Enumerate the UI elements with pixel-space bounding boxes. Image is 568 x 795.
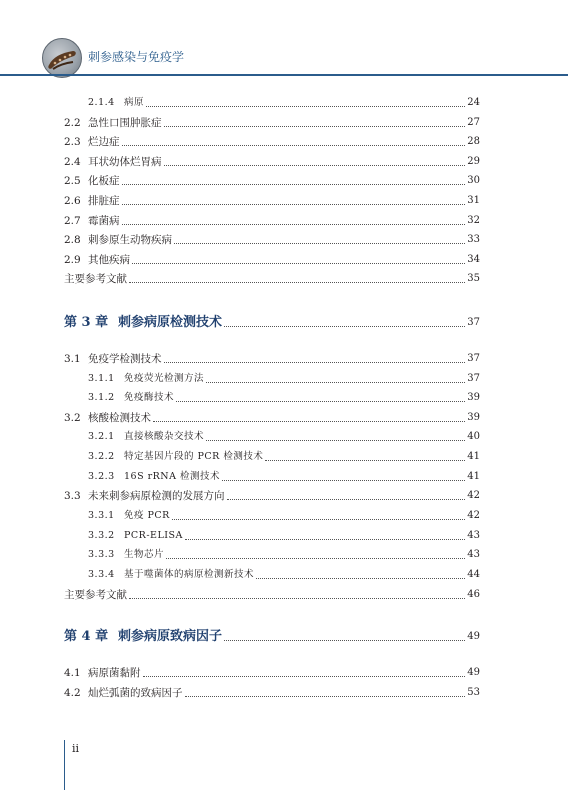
toc-subsection-row[interactable] — [88, 428, 480, 444]
toc-page-number: 44 — [467, 569, 480, 580]
toc-page-number: 43 — [467, 549, 480, 560]
toc-page-number: 32 — [467, 215, 480, 226]
toc-title: 16S rRNA 检测技术 — [124, 471, 221, 482]
toc-leader-dots — [222, 479, 465, 481]
toc-section-row[interactable] — [64, 251, 480, 267]
toc-number: 第 4 章 — [64, 629, 109, 644]
toc-page-number: 41 — [467, 471, 480, 482]
toc-leader-dots — [143, 675, 466, 677]
page-number: ii — [72, 742, 80, 755]
toc-page-number: 37 — [467, 317, 480, 328]
toc-title: 其他疾病 — [88, 254, 130, 266]
toc-section-row[interactable] — [64, 684, 480, 700]
toc-page-number: 53 — [467, 687, 480, 698]
toc-page-number: 28 — [467, 136, 480, 147]
toc-leader-dots — [146, 105, 465, 107]
toc-title: 未来刺参病原检测的发展方向 — [88, 490, 225, 502]
toc-leader-dots — [122, 183, 466, 185]
toc-leader-dots — [174, 242, 465, 244]
toc-number: 3.1.2 — [88, 392, 115, 403]
toc-section-row[interactable] — [64, 664, 480, 680]
toc-section-row[interactable] — [64, 172, 480, 188]
toc-number: 4.1 — [64, 667, 81, 679]
toc-section-row[interactable] — [64, 192, 480, 208]
toc-leader-dots — [224, 325, 465, 327]
toc-number: 3.2.1 — [88, 431, 115, 442]
sea-cucumber-logo-icon — [42, 38, 82, 78]
toc-leader-dots — [122, 203, 466, 205]
toc-title: 主要参考文献 — [64, 589, 127, 601]
toc-leader-dots — [129, 597, 465, 599]
toc-number: 2.2 — [64, 117, 81, 129]
toc-number: 2.9 — [64, 254, 81, 266]
toc-leader-dots — [265, 459, 465, 461]
toc-title: 霉菌病 — [88, 215, 120, 227]
toc-section-row[interactable] — [64, 409, 480, 425]
toc-title: 直接核酸杂交技术 — [124, 431, 205, 442]
toc-page-number: 46 — [467, 589, 480, 600]
toc-leader-dots — [185, 538, 465, 540]
toc-leader-dots — [227, 498, 466, 500]
toc-title: 急性口围肿胀症 — [88, 117, 162, 129]
toc-subsection-row[interactable] — [88, 566, 480, 582]
toc-leader-dots — [164, 125, 466, 127]
toc-number: 3.1 — [64, 353, 81, 365]
header-divider — [0, 74, 568, 76]
toc-page-number: 49 — [467, 667, 480, 678]
toc-subsection-row[interactable] — [88, 370, 480, 386]
toc-title: 耳状幼体烂胃病 — [88, 156, 162, 168]
toc-number: 2.8 — [64, 234, 81, 246]
toc-section-row[interactable] — [64, 212, 480, 228]
toc-title: 免疫 PCR — [124, 510, 170, 521]
toc-number: 2.6 — [64, 195, 81, 207]
toc-leader-dots — [185, 695, 466, 697]
toc-page-number: 31 — [467, 195, 480, 206]
toc-page-number: 42 — [467, 510, 480, 521]
toc-chapter-row[interactable] — [64, 312, 480, 330]
toc-title: 核酸检测技术 — [88, 412, 151, 424]
toc-title: 免疫酶技术 — [124, 392, 175, 403]
toc-leader-dots — [256, 577, 465, 579]
toc-title: PCR-ELISA — [124, 530, 183, 541]
toc-title: 病原 — [124, 97, 145, 108]
toc-title: 基于噬菌体的病原检测新技术 — [124, 569, 255, 580]
toc-number: 3.3.1 — [88, 510, 115, 521]
toc-page-number: 30 — [467, 175, 480, 186]
toc-subsection-row[interactable] — [88, 507, 480, 523]
toc-subsection-row[interactable] — [88, 546, 480, 562]
page-header — [0, 0, 568, 80]
toc-number: 2.5 — [64, 175, 81, 187]
toc-number: 3.3 — [64, 490, 81, 502]
toc-page-number: 24 — [467, 97, 480, 108]
toc-title: 化板症 — [88, 175, 120, 187]
toc-number: 3.2.2 — [88, 451, 115, 462]
toc-number: 3.1.1 — [88, 373, 115, 384]
toc-leader-dots — [129, 281, 465, 283]
toc-number: 3.3.4 — [88, 569, 115, 580]
toc-page-number: 37 — [467, 373, 480, 384]
toc-leader-dots — [172, 518, 465, 520]
toc-leader-dots — [206, 439, 465, 441]
toc-section-row[interactable] — [64, 231, 480, 247]
footer-divider — [64, 740, 65, 790]
toc-leader-dots — [166, 557, 465, 559]
toc-number: 2.7 — [64, 215, 81, 227]
toc-page-number: 39 — [467, 412, 480, 423]
toc-number: 第 3 章 — [64, 315, 109, 330]
toc-subsection-row[interactable] — [88, 94, 480, 110]
toc-leader-dots — [164, 361, 466, 363]
book-title: 刺参感染与免疫学 — [88, 50, 185, 64]
toc-leader-dots — [206, 381, 465, 383]
toc-title: 排脏症 — [88, 195, 120, 207]
toc-number: 2.4 — [64, 156, 81, 168]
toc-leader-dots — [153, 420, 465, 422]
toc-title: 刺参病原致病因子 — [118, 629, 223, 644]
toc-page-number: 40 — [467, 431, 480, 442]
toc-title: 刺参原生动物疾病 — [88, 234, 172, 246]
toc-page-number: 35 — [467, 273, 480, 284]
toc-page-number: 34 — [467, 254, 480, 265]
toc-title: 特定基因片段的 PCR 检测技术 — [124, 451, 264, 462]
toc-page-number: 29 — [467, 156, 480, 167]
toc-page-number: 42 — [467, 490, 480, 501]
toc-title: 烂边症 — [88, 136, 120, 148]
toc-page-number: 27 — [467, 117, 480, 128]
toc-page-number: 43 — [467, 530, 480, 541]
toc-title: 免疫荧光检测方法 — [124, 373, 205, 384]
toc-reference-row[interactable] — [64, 270, 480, 286]
toc-number: 3.3.3 — [88, 549, 115, 560]
toc-leader-dots — [176, 400, 465, 402]
toc-number: 3.2.3 — [88, 471, 115, 482]
toc-number: 3.2 — [64, 412, 81, 424]
toc-subsection-row[interactable] — [88, 448, 480, 464]
toc-section-row[interactable] — [64, 114, 480, 130]
toc-page-number: 41 — [467, 451, 480, 462]
toc-number: 3.3.2 — [88, 530, 115, 541]
toc-title: 刺参病原检测技术 — [118, 315, 223, 330]
toc-page-number: 39 — [467, 392, 480, 403]
toc-page-number: 49 — [467, 631, 480, 642]
toc-title: 生物芯片 — [124, 549, 165, 560]
toc-section-row[interactable] — [64, 487, 480, 503]
toc-section-row[interactable] — [64, 153, 480, 169]
toc-section-row[interactable] — [64, 133, 480, 149]
toc-page-number: 37 — [467, 353, 480, 364]
toc-chapter-row[interactable] — [64, 626, 480, 644]
toc-subsection-row[interactable] — [88, 527, 480, 543]
toc-number: 2.1.4 — [88, 97, 115, 108]
toc-page-number: 33 — [467, 234, 480, 245]
toc-title: 灿烂弧菌的致病因子 — [88, 687, 183, 699]
toc-title: 病原菌黏附 — [88, 667, 141, 679]
toc-leader-dots — [224, 639, 465, 641]
toc-subsection-row[interactable] — [88, 389, 480, 405]
toc-leader-dots — [132, 262, 465, 264]
toc-section-row[interactable] — [64, 350, 480, 366]
toc-leader-dots — [122, 223, 466, 225]
toc-title: 主要参考文献 — [64, 273, 127, 285]
toc-leader-dots — [164, 164, 466, 166]
toc-number: 4.2 — [64, 687, 81, 699]
toc-number: 2.3 — [64, 136, 81, 148]
toc-title: 免疫学检测技术 — [88, 353, 162, 365]
toc-leader-dots — [122, 144, 466, 146]
toc-reference-row[interactable] — [64, 586, 480, 602]
toc-subsection-row[interactable] — [88, 468, 480, 484]
